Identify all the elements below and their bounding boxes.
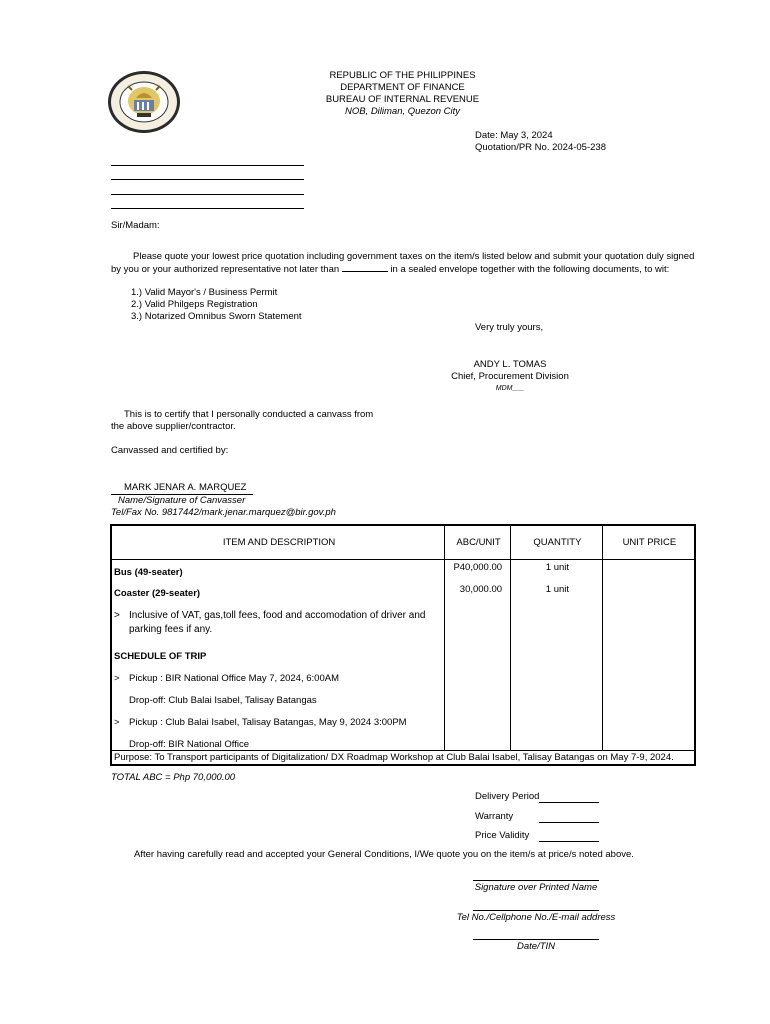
- col-header-abc: ABC/UNIT: [445, 525, 511, 560]
- unit-price-bus: [602, 560, 695, 582]
- table-row: [111, 560, 695, 582]
- acceptance-statement: After having carefully read and accepted your General Conditions, I/We quote you on the item/s at price/s noted above.: [134, 849, 634, 860]
- bir-seal-logo: [106, 70, 182, 134]
- table-header-row: [111, 525, 695, 560]
- request-paragraph-line2: [111, 263, 669, 275]
- document-item: 2.) Valid Philgeps Registration: [131, 299, 258, 310]
- addressee-line: [111, 179, 304, 180]
- canvasser-caption: Name/Signature of Canvasser: [118, 495, 246, 506]
- request-paragraph-line1: Please quote your lowest price quotation including government taxes on the item/s listed below and submit your quotation duly signed: [133, 251, 695, 262]
- inclusive-note: > Inclusive of VAT, gas,toll fees, food and accomodation of driver and parking fees if any.: [114, 609, 426, 635]
- col-header-unit-price: UNIT PRICE: [602, 525, 695, 560]
- unit-price-coaster: [602, 582, 695, 604]
- item-coaster: Coaster (29-seater): [114, 587, 201, 599]
- schedule-pickup-2: > Pickup : Club Balai Isabel, Talisay Batangas, May 9, 2024 3:00PM: [114, 716, 407, 728]
- request-text-a: by you or your authorized representative not later than: [111, 264, 340, 275]
- price-validity-field: [539, 841, 599, 842]
- total-abc: TOTAL ABC = Php 70,000.00: [111, 772, 236, 783]
- canvasser-name: MARK JENAR A. MARQUEZ: [124, 482, 247, 493]
- signatory-title: Chief, Procurement Division: [451, 371, 569, 382]
- certify-line1: This is to certify that I personally conducted a canvass from: [124, 409, 374, 420]
- abc-coaster: 30,000.00: [445, 582, 511, 604]
- canvassed-label: Canvassed and certified by:: [111, 445, 229, 456]
- header-department: DEPARTMENT OF FINANCE: [340, 82, 465, 93]
- schedule-pickup-1: > Pickup : BIR National Office May 7, 2024, 6:00AM: [114, 672, 339, 684]
- salutation: Sir/Madam:: [111, 220, 160, 231]
- qty-bus: 1 unit: [511, 560, 603, 582]
- delivery-period-label: Delivery Period: [475, 791, 540, 802]
- schedule-title: SCHEDULE OF TRIP: [114, 650, 207, 662]
- addressee-line: [111, 208, 304, 209]
- table-row: [111, 582, 695, 604]
- purpose-row: [111, 751, 695, 766]
- abc-bus: P40,000.00: [445, 560, 511, 582]
- request-text-b: in a sealed envelope together with the following documents, to wit:: [390, 264, 670, 275]
- header-republic: REPUBLIC OF THE PHILIPPINES: [329, 70, 476, 81]
- deadline-blank: [342, 263, 388, 272]
- document-item: 1.) Valid Mayor's / Business Permit: [131, 287, 278, 298]
- date-tin-line: [473, 939, 599, 940]
- quotation-date: Date: May 3, 2024: [475, 130, 553, 141]
- qty-coaster: 1 unit: [511, 582, 603, 604]
- signatory-initials: MDM___: [495, 385, 525, 392]
- header-bureau: BUREAU OF INTERNAL REVENUE: [325, 94, 480, 105]
- certify-line2: the above supplier/contractor.: [111, 421, 236, 432]
- col-header-item: ITEM AND DESCRIPTION: [111, 525, 445, 560]
- delivery-period-field: [539, 802, 599, 803]
- contact-line: [473, 910, 599, 911]
- contact-label: Tel No./Cellphone No./E-mail address: [456, 912, 616, 923]
- warranty-label: Warranty: [475, 811, 514, 822]
- col-header-quantity: QUANTITY: [511, 525, 603, 560]
- quotation-number: Quotation/PR No. 2024-05-238: [475, 142, 606, 153]
- header-address: NOB, Diliman, Quezon City: [344, 106, 461, 117]
- table-row: [111, 604, 695, 637]
- closing: Very truly yours,: [475, 322, 544, 333]
- schedule-dropoff-2: Drop-off: BIR National Office: [129, 738, 250, 750]
- date-tin-label: Date/TIN: [516, 941, 555, 952]
- signature-line: [473, 880, 599, 881]
- addressee-line: [111, 165, 304, 166]
- item-bus: Bus (49-seater): [114, 567, 183, 578]
- schedule-dropoff-1: Drop-off: Club Balai Isabel, Talisay Batangas: [129, 694, 317, 706]
- signature-label: Signature over Printed Name: [474, 882, 598, 893]
- price-validity-label: Price Validity: [475, 830, 530, 841]
- warranty-field: [539, 822, 599, 823]
- quotation-table: [110, 524, 696, 766]
- purpose-text: Purpose: To Transport participants of Digitalization/ DX Roadmap Workshop at Club Balai Isabel, Talisay Batangas on May 7-9, 2024.: [111, 751, 695, 766]
- document-item: 3.) Notarized Omnibus Sworn Statement: [131, 311, 302, 322]
- addressee-line: [111, 194, 304, 195]
- documents-list: [131, 287, 302, 323]
- canvasser-contact: Tel/Fax No. 9817442/mark.jenar.marquez@bir.gov.ph: [111, 507, 336, 518]
- signatory-name: ANDY L. TOMAS: [473, 359, 547, 370]
